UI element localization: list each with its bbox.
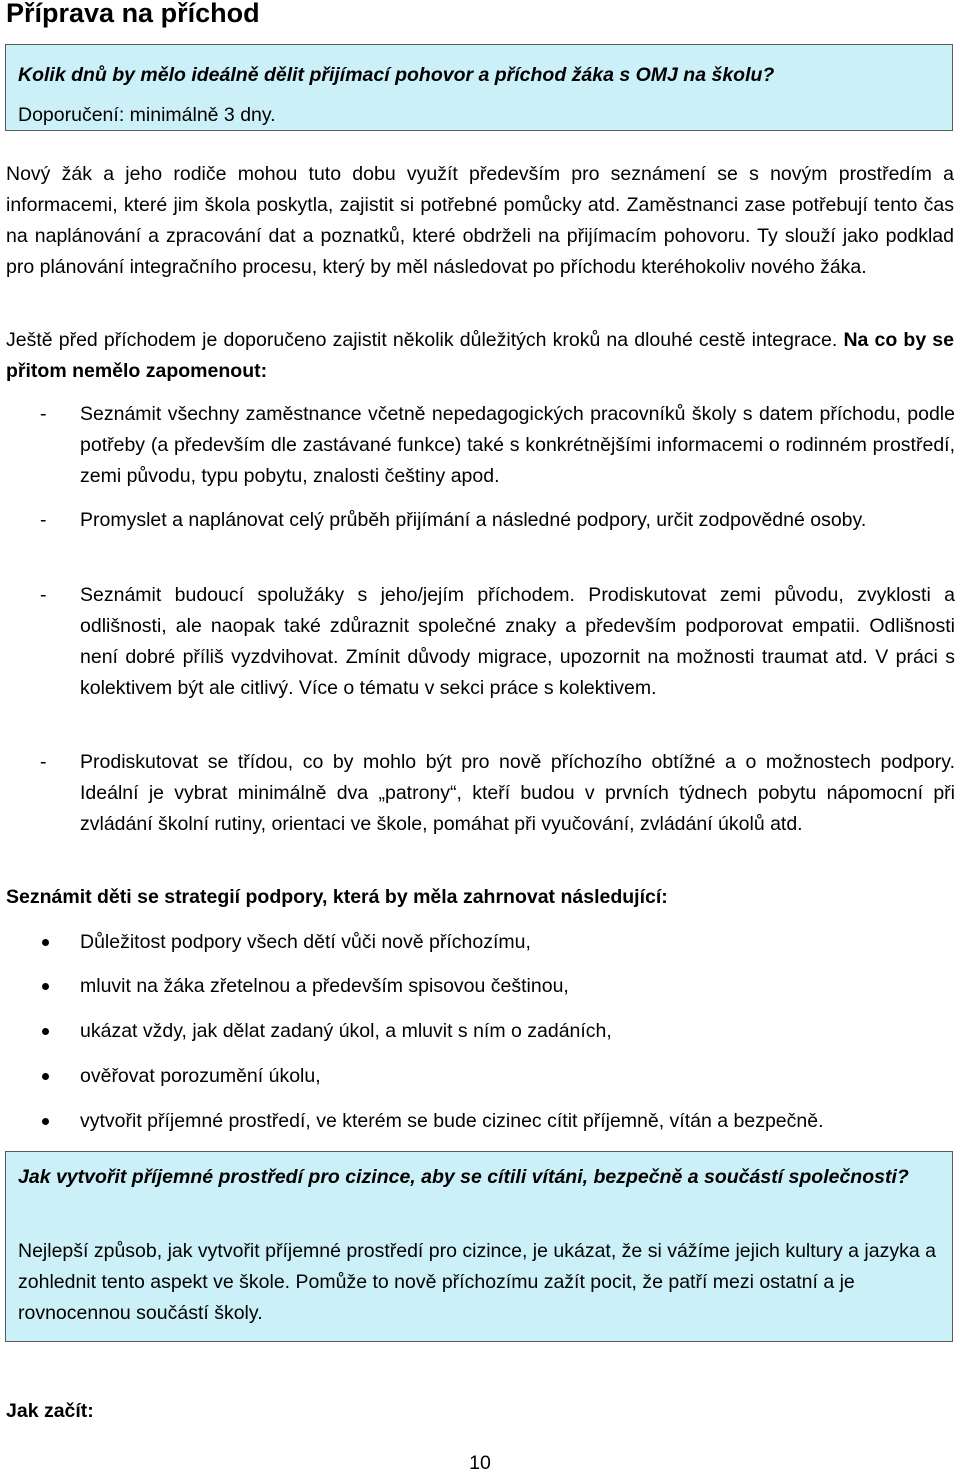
page-title: Příprava na příchod — [6, 0, 260, 28]
dash-mark: - — [40, 403, 47, 425]
list-item-text: ověřovat porozumění úkolu, — [80, 1065, 321, 1087]
paragraph-before-arrival — [6, 325, 954, 387]
page-number: 10 — [469, 1452, 491, 1474]
list-item-text: ukázat vždy, jak dělat zadaný úkol, a mluvit s ním o zadáních, — [80, 1020, 612, 1042]
box-answer: Nejlepší způsob, jak vytvořit příjemné prostředí pro cizince, je ukázat, že si vážíme jejich kultury a jazyka a zohlednit tento aspekt ve škole. Pomůže to nově příchozímu zažít pocit, že patří mezi ostatní a je rovnocennou součástí školy. — [18, 1240, 936, 1324]
paragraph-bold: Na co by se přitom nemělo zapomenout: — [6, 329, 954, 382]
strategy-heading: Seznámit děti se strategií podpory, která by měla zahrnovat následující: — [6, 886, 668, 908]
list-item-text: Seznámit budoucí spolužáky s jeho/jejím příchodem. Prodiskutovat zemi původu, zvyklosti a odlišnosti, ale naopak také zdůraznit společné znaky a především podporovat empatii. Odlišnosti není dobré příliš vyzdvihovat. Zmínit důvody migrace, upozornit na možnosti traumat atd. V práci s kolektivem být ale citlivý. Více o tématu v sekci práce s kolektivem. — [80, 584, 955, 699]
bullet-icon — [42, 939, 49, 946]
list-item-text: Prodiskutovat se třídou, co by mohlo být pro nově příchozího obtížné a o možnostech podpory. Ideální je vybrat minimálně dva „patrony“, kteří budou v prvních týdnech pobytu nápomocní při zvládání školní rutiny, orientaci ve škole, pomáhat při vyučování, zvládání úkolů atd. — [80, 751, 955, 835]
list-item-text: Seznámit všechny zaměstnance včetně nepedagogických pracovníků školy s datem příchodu, podle potřeby (a především dle zastávané funkce) také s konkrétnějšími informacemi o rodinném prostředí, zemi původu, typu pobytu, znalosti češtiny apod. — [80, 403, 955, 487]
list-item-text: Důležitost podpory všech dětí vůči nově příchozímu, — [80, 931, 531, 953]
bullet-icon — [42, 1028, 49, 1035]
list-item-text: vytvořit příjemné prostředí, ve kterém se bude cizinec cítit příjemně, vítán a bezpečně. — [80, 1110, 824, 1132]
paragraph-text: Ještě před příchodem je doporučeno zajistit několik důležitých kroků na dlouhé cestě integrace. — [6, 329, 838, 351]
question-box-environment — [5, 1151, 953, 1342]
box-question: Kolik dnů by mělo ideálně dělit přijímací pohovor a příchod žáka s OMJ na školu? — [18, 64, 775, 86]
dash-mark: - — [40, 509, 47, 531]
box-question: Jak vytvořit příjemné prostředí pro cizince, aby se cítili vítáni, bezpečně a součástí společnosti? — [18, 1166, 909, 1188]
bullet-icon — [42, 1073, 49, 1080]
start-heading: Jak začít: — [6, 1400, 94, 1422]
paragraph-intro: Nový žák a jeho rodiče mohou tuto dobu využít především pro seznámení se s novým prostředím a informacemi, které jim škola poskytla, zajistit si potřebné pomůcky atd. Zaměstnanci zase potřebují tento čas na naplánování a zpracování dat a poznatků, které obdrželi na přijímacím pohovoru. Ty slouží jako podklad pro plánování integračního procesu, který by měl následovat po příchodu kteréhokoliv nového žáka. — [6, 163, 954, 278]
list-item-text: Promyslet a naplánovat celý průběh přijímání a následné podpory, určit zodpovědné osoby. — [80, 509, 867, 531]
bullet-icon — [42, 1118, 49, 1125]
question-box-days — [5, 44, 953, 131]
box-answer: Doporučení: minimálně 3 dny. — [18, 104, 276, 126]
list-item-text: mluvit na žáka zřetelnou a především spisovou češtinou, — [80, 975, 569, 997]
dash-mark: - — [40, 751, 47, 773]
dash-mark: - — [40, 584, 47, 606]
bullet-icon — [42, 983, 49, 990]
